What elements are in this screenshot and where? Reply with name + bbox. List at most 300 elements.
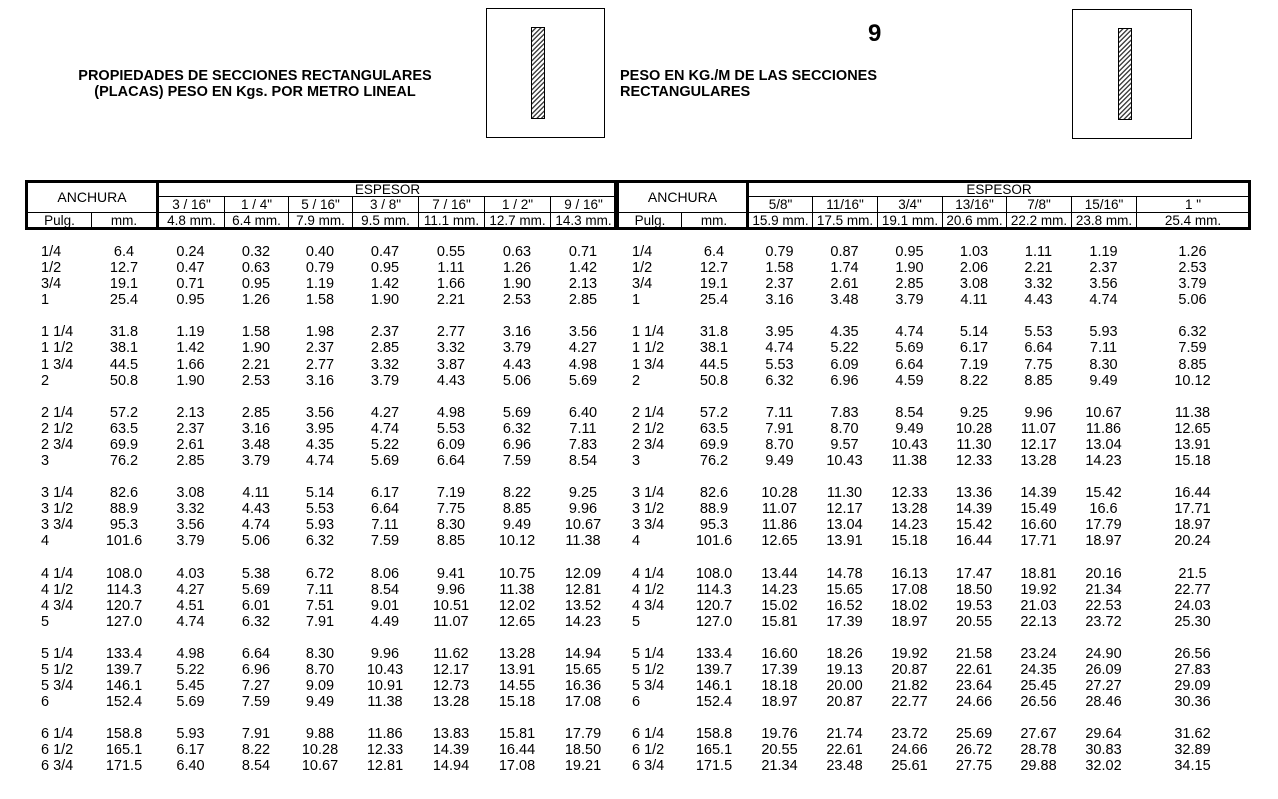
table-row [27,678,616,694]
thickness-mm-header: 6.4 mm. [225,213,289,228]
weight-cell: 4.74 [895,324,924,341]
weight-cell: 6.09 [436,436,466,453]
width-inches-cell: 5 1/4 [632,645,665,662]
group-gap [618,469,1249,485]
weight-cell: 27.67 [1020,726,1057,743]
width-mm-cell: 165.1 [695,742,733,759]
weight-cell: 2.77 [436,324,466,341]
thickness-inch-header: 3 / 8" [353,197,419,213]
weight-cell: 8.30 [1089,356,1118,373]
width-inches-cell: 1/2 [632,260,653,277]
weight-cell: 5.14 [305,485,335,502]
weight-cell: 6.17 [370,485,400,502]
table-row [618,260,1249,276]
weight-cell: 3.32 [176,501,205,518]
weight-cell: 8.22 [959,372,989,389]
weight-cell: 2.21 [436,292,466,309]
hatched-plate-icon [1118,28,1132,120]
weight-cell: 7.51 [305,597,335,614]
thickness-inch-header: 3 / 16" [158,197,225,213]
thickness-mm-header: 22.2 mm. [1007,213,1072,228]
weight-cell: 11.30 [956,436,992,453]
width-mm-cell: 171.5 [105,758,143,775]
thickness-inch-header: 15/16" [1072,197,1137,213]
width-mm-cell: 50.8 [699,372,729,389]
weight-cell: 19.92 [1020,581,1057,598]
weight-cell: 1.58 [305,292,335,309]
weight-cell: 8.54 [370,581,400,598]
group-gap [618,710,1249,726]
weight-cell: 7.19 [436,485,466,502]
width-mm-cell: 50.8 [109,372,139,389]
weight-cell: 8.70 [765,436,794,453]
weight-cell: 9.25 [959,404,989,421]
table-row [27,566,616,582]
weight-cell: 4.98 [176,645,205,662]
weight-cell: 19.21 [564,758,602,775]
weight-cell: 12.17 [432,661,470,678]
width-mm-cell: 44.5 [109,356,139,373]
table-row [618,244,1249,260]
weight-cell: 1.58 [241,324,271,341]
weight-cell: 14.23 [564,613,602,630]
weight-cell: 6.64 [241,645,271,662]
weight-cell: 0.95 [176,292,205,309]
group-gap-cell [618,308,1249,324]
width-mm-cell: 101.6 [695,533,733,550]
left-title [40,68,470,100]
weight-cell: 3.79 [176,533,205,550]
weight-cell: 15.42 [955,517,993,534]
table-row [618,566,1249,582]
table-row [27,646,616,662]
weight-cell: 24.66 [891,742,928,759]
weight-cell: 14.94 [564,645,602,662]
group-gap [27,710,616,726]
width-inches-cell: 2 3/4 [41,436,74,453]
weight-cell: 16.6 [1089,501,1118,518]
width-inches-cell: 4 1/2 [632,581,665,598]
weight-cell: 2.85 [370,340,400,357]
width-inches-cell: 1/4 [41,244,62,260]
weight-cell: 1.11 [1024,244,1053,260]
weight-cell: 16.44 [955,533,993,550]
weight-cell: 1.42 [568,260,598,277]
weight-cell: 17.39 [761,661,798,678]
width-mm-cell: 114.3 [696,581,732,598]
weight-cell: 8.85 [436,533,466,550]
weight-cell: 14.39 [432,742,470,759]
weight-cell: 11.86 [761,517,798,534]
weight-cell: 14.39 [955,501,993,518]
weight-cell: 15.49 [1020,501,1057,518]
weight-cell: 9.49 [895,420,924,437]
weight-cell: 21.03 [1020,597,1057,614]
group-gap [27,469,616,485]
table-row [27,614,616,630]
table-row [27,340,616,356]
weight-cell: 21.74 [826,726,863,743]
width-inches-cell: 4 3/4 [41,597,74,614]
width-inches-cell: 6 [632,694,641,711]
weight-cell: 1.90 [502,276,532,293]
weight-cell: 18.97 [1085,533,1122,550]
weight-cell: 3.16 [502,324,532,341]
table-row [618,405,1249,421]
weight-cell: 7.19 [959,356,989,373]
weight-cell: 6.96 [502,436,532,453]
weight-cell: 5.93 [176,726,205,743]
width-mm-cell: 44.5 [699,356,729,373]
weight-cell: 16.60 [1020,517,1057,534]
group-gap-cell [618,550,1249,566]
weight-cell: 9.96 [370,645,400,662]
width-mm-cell: 95.3 [699,517,729,534]
weight-cell: 6.32 [502,420,532,437]
width-mm-cell: 69.9 [109,436,139,453]
left-weight-table [27,244,616,775]
weight-cell: 5.22 [370,436,400,453]
weight-cell: 22.53 [1085,597,1122,614]
thickness-inch-header: 11/16" [813,197,878,213]
weight-cell: 5.53 [436,420,466,437]
weight-cell: 6.96 [241,661,271,678]
weight-cell: 5.69 [502,404,532,421]
weight-cell: 20.00 [826,678,863,695]
table-row [27,598,616,614]
group-gap [27,630,616,646]
width-inches-cell: 3 3/4 [632,517,665,534]
weight-cell: 9.09 [305,678,335,695]
weight-cell: 18.02 [891,597,928,614]
weight-cell: 0.47 [370,244,400,260]
weight-cell: 7.59 [370,533,400,550]
weight-cell: 18.97 [761,694,798,711]
weight-cell: 6.32 [241,613,271,630]
weight-cell: 5.38 [241,565,271,582]
weight-cell: 3.79 [1178,276,1207,293]
thickness-inch-header: 1 / 4" [225,197,289,213]
table-row [27,694,616,710]
weight-cell: 10.43 [891,436,928,453]
width-inches-cell: 2 [632,372,641,389]
weight-cell: 3.79 [502,340,532,357]
weight-cell: 1.58 [765,260,794,277]
weight-cell: 4.49 [370,613,400,630]
weight-cell: 21.5 [1178,565,1207,582]
width-inches-cell: 3 3/4 [41,517,74,534]
weight-cell: 9.01 [370,597,400,614]
group-gap-cell [27,389,616,405]
weight-cell: 5.14 [959,324,989,341]
weight-cell: 11.38 [1174,404,1211,421]
weight-cell: 21.34 [1085,581,1122,598]
group-gap [618,630,1249,646]
weight-cell: 13.83 [432,726,470,743]
weight-cell: 14.23 [891,517,928,534]
weight-cell: 15.65 [826,581,863,598]
mm-header: mm. [92,213,158,228]
weight-cell: 12.81 [564,581,602,598]
weight-cell: 6.96 [830,372,859,389]
weight-cell: 12.81 [366,758,404,775]
thickness-inch-header: 3/4" [878,197,943,213]
weight-cell: 26.09 [1085,661,1122,678]
weight-cell: 18.50 [955,581,993,598]
width-mm-cell: 19.1 [699,276,729,293]
table-row [618,357,1249,373]
weight-cell: 7.91 [241,726,271,743]
weight-cell: 4.43 [241,501,271,518]
weight-cell: 12.65 [761,533,798,550]
weight-cell: 8.30 [436,517,466,534]
weight-cell: 0.71 [176,276,205,293]
weight-cell: 11.86 [1085,420,1122,437]
table-row [27,421,616,437]
table-row [618,276,1249,292]
table-row [27,758,616,774]
width-inches-cell: 5 1/4 [41,645,74,662]
weight-cell: 28.46 [1085,694,1122,711]
table-row [618,340,1249,356]
weight-cell: 10.12 [498,533,536,550]
weight-cell: 1.66 [436,276,466,293]
weight-cell: 0.40 [305,244,335,260]
weight-cell: 13.04 [1085,436,1122,453]
width-inches-cell: 2 3/4 [632,436,665,453]
weight-cell: 20.55 [955,613,993,630]
table-row [27,453,616,469]
width-mm-cell: 127.0 [105,613,143,630]
weight-cell: 9.25 [568,485,598,502]
weight-cell: 2.21 [1024,260,1053,277]
table-row [27,292,616,308]
weight-cell: 3.08 [176,485,205,502]
weight-cell: 13.91 [1174,436,1211,453]
table-row [27,662,616,678]
weight-cell: 8.85 [502,501,532,518]
weight-cell: 12.65 [1174,420,1211,437]
weight-cell: 2.85 [241,404,271,421]
width-mm-cell: 12.7 [699,260,729,277]
weight-cell: 2.53 [241,372,271,389]
width-mm-cell: 139.7 [105,661,143,678]
width-mm-cell: 120.7 [105,597,143,614]
weight-cell: 26.56 [1174,645,1211,662]
weight-cell: 5.93 [305,517,335,534]
weight-cell: 26.72 [955,742,993,759]
thickness-inch-header: 7 / 16" [419,197,485,213]
weight-cell: 7.83 [830,404,859,421]
weight-cell: 9.49 [305,694,335,711]
table-row [27,260,616,276]
table-row [618,694,1249,710]
table-row [618,373,1249,389]
weight-cell: 3.32 [436,340,466,357]
weight-cell: 21.82 [891,678,928,695]
weight-cell: 4.74 [176,613,205,630]
width-inches-cell: 6 1/2 [632,742,665,759]
table-row [618,726,1249,742]
width-inches-cell: 1 3/4 [632,356,665,373]
table-row [618,453,1249,469]
weight-cell: 7.75 [1024,356,1053,373]
weight-cell: 7.91 [765,420,794,437]
weight-cell: 0.79 [765,244,794,260]
weight-cell: 7.11 [306,581,334,598]
table-row [27,357,616,373]
weight-cell: 8.54 [568,453,598,470]
width-mm-cell: 152.4 [695,694,733,711]
weight-cell: 7.11 [371,517,399,534]
weight-cell: 5.22 [176,661,205,678]
thickness-mm-header: 25.4 mm. [1137,213,1250,228]
weight-cell: 22.13 [1020,613,1057,630]
weight-cell: 5.69 [370,453,400,470]
table-row [618,598,1249,614]
weight-cell: 18.18 [761,678,798,695]
width-mm-cell: 120.7 [695,597,733,614]
thickness-mm-header: 12.7 mm. [485,213,551,228]
weight-cell: 11.07 [761,501,798,518]
weight-cell: 22.61 [826,742,863,759]
weight-cell: 0.47 [176,260,205,277]
weight-cell: 13.44 [761,565,798,582]
table-row [618,678,1249,694]
width-inches-cell: 3 1/2 [632,501,665,518]
weight-cell: 15.18 [891,533,928,550]
weight-cell: 13.28 [498,645,536,662]
weight-cell: 2.37 [176,420,205,437]
anchura-header: ANCHURA [619,183,748,213]
weight-cell: 8.70 [830,420,859,437]
weight-cell: 4.27 [370,404,400,421]
table-row [618,614,1249,630]
weight-cell: 13.91 [826,533,863,550]
weight-cell: 4.98 [436,404,466,421]
weight-cell: 7.59 [241,694,271,711]
width-mm-cell: 19.1 [109,276,139,293]
weight-cell: 6.64 [436,453,466,470]
right-title-line-1: PESO EN KG./M DE LAS SECCIONES [620,68,878,84]
weight-cell: 1.26 [502,260,532,277]
anchura-header: ANCHURA [28,183,158,213]
group-gap-cell [618,630,1249,646]
weight-cell: 2.37 [370,324,400,341]
weight-cell: 1.19 [176,324,205,341]
table-row [27,437,616,453]
weight-cell: 25.45 [1020,678,1057,695]
thickness-mm-header: 17.5 mm. [813,213,878,228]
weight-cell: 2.37 [765,276,794,293]
weight-cell: 1.11 [437,260,465,277]
group-gap [27,550,616,566]
weight-cell: 12.73 [432,678,470,695]
table-row [27,517,616,533]
weight-cell: 14.94 [432,758,470,775]
weight-cell: 11.38 [891,453,928,470]
weight-cell: 4.74 [305,453,335,470]
weight-cell: 13.04 [826,517,863,534]
weight-cell: 23.24 [1020,645,1057,662]
weight-cell: 6.32 [305,533,335,550]
width-inches-cell: 1 [41,292,50,309]
width-mm-cell: 69.9 [699,436,729,453]
weight-cell: 10.28 [761,485,798,502]
width-mm-cell: 133.4 [695,645,733,662]
width-mm-cell: 82.6 [699,485,729,502]
width-mm-cell: 158.8 [695,726,733,743]
weight-cell: 2.85 [568,292,598,309]
weight-cell: 6.40 [176,758,205,775]
table-row [618,646,1249,662]
weight-cell: 27.83 [1174,661,1211,678]
table-row [618,582,1249,598]
weight-cell: 32.89 [1174,742,1211,759]
weight-cell: 6.64 [1024,340,1053,357]
width-inches-cell: 4 [41,533,50,550]
weight-cell: 2.06 [959,260,989,277]
weight-cell: 4.74 [241,517,271,534]
weight-cell: 19.76 [761,726,798,743]
group-gap-cell [27,308,616,324]
weight-cell: 5.69 [895,340,924,357]
width-mm-cell: 76.2 [109,453,139,470]
weight-cell: 20.87 [891,661,928,678]
weight-cell: 16.13 [891,565,928,582]
table-row [27,742,616,758]
weight-cell: 29.64 [1085,726,1122,743]
weight-cell: 4.11 [960,292,988,309]
table-row [618,758,1249,774]
weight-cell: 15.02 [761,597,798,614]
weight-cell: 0.71 [568,244,598,260]
table-row [618,421,1249,437]
width-mm-cell: 38.1 [699,340,729,357]
weight-cell: 2.53 [502,292,532,309]
weight-cell: 19.13 [826,661,863,678]
width-mm-cell: 12.7 [109,260,139,277]
weight-cell: 16.44 [1174,485,1211,502]
weight-cell: 27.27 [1085,678,1122,695]
width-inches-cell: 6 1/2 [41,742,74,759]
weight-cell: 5.22 [830,340,859,357]
weight-cell: 1.98 [305,324,335,341]
width-inches-cell: 3 [632,453,641,470]
weight-cell: 13.28 [432,694,470,711]
width-mm-cell: 139.7 [695,661,733,678]
weight-cell: 0.55 [436,244,466,260]
width-inches-cell: 2 1/2 [632,420,665,437]
weight-cell: 13.91 [498,661,536,678]
thickness-mm-header: 11.1 mm. [419,213,485,228]
weight-cell: 0.63 [241,260,271,277]
thickness-mm-header: 7.9 mm. [289,213,353,228]
weight-cell: 8.85 [1178,356,1207,373]
width-inches-cell: 1 [632,292,641,309]
weight-cell: 17.08 [564,694,602,711]
weight-cell: 13.52 [564,597,602,614]
width-mm-cell: 63.5 [109,420,139,437]
weight-cell: 2.37 [305,340,335,357]
width-inches-cell: 3/4 [41,276,62,293]
weight-cell: 22.77 [1174,581,1211,598]
weight-cell: 4.27 [176,581,205,598]
weight-cell: 1.42 [176,340,205,357]
weight-cell: 23.48 [826,758,863,775]
table-row [618,292,1249,308]
weight-cell: 3.56 [305,404,335,421]
